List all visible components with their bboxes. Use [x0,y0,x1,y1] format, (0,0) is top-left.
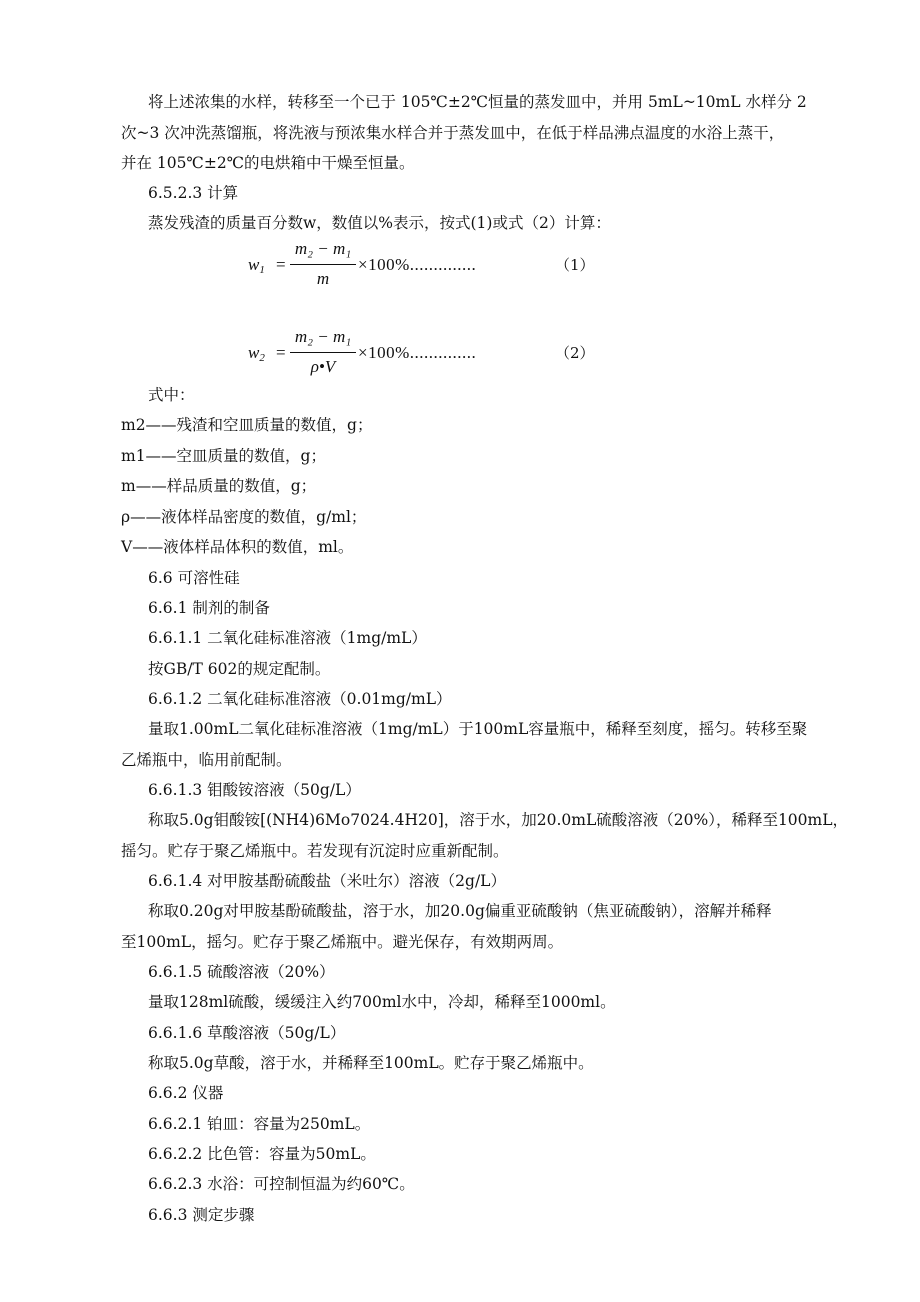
paragraph-line: 量取1.00mL二氧化硅标准溶液（1mg/mL）于100mL容量瓶中，稀释至刻度，摇匀。转移至聚 [148,720,808,738]
section-heading: 6.6.1 制剂的制备 [148,599,270,617]
section-heading: 6.6.1.6 草酸溶液（50g/L） [148,1024,346,1042]
fraction-numerator: m₂ − m₁ [294,239,352,258]
legend-item: m2——残渣和空皿质量的数值，g； [121,416,373,434]
paragraph-line: 量取128ml硫酸，缓缓注入约700ml水中，冷却，稀释至1000ml。 [148,993,616,1011]
section-heading: 6.6.1.1 二氧化硅标准溶液（1mg/mL） [148,629,427,647]
formula-number: （2） [555,344,595,362]
paragraph-line: 蒸发残渣的质量百分数w，数值以%表示，按式(1)或式（2）计算： [148,214,611,232]
paragraph-line: 将上述浓集的水样，转移至一个已于 105℃±2℃恒量的蒸发皿中，并用 5mL~10mL 水样分 2 [148,93,807,111]
fraction-bar [290,352,356,353]
legend-item: m1——空皿质量的数值，g； [121,447,326,465]
paragraph-line: 次~3 次冲洗蒸馏瓶，将洗液与预浓集水样合并于蒸发皿中，在低于样品沸点温度的水浴上蒸干， [121,124,785,142]
section-heading: 6.6.1.2 二氧化硅标准溶液（0.01mg/mL） [148,690,452,708]
fraction [290,326,356,378]
equals-sign: = [276,343,286,362]
paragraph-line: 并在 105℃±2℃的电烘箱中干燥至恒量。 [121,154,415,172]
formula-tail: ×100%.............. [358,343,477,362]
fraction [290,238,356,290]
fraction-bar [290,264,356,265]
equals-sign: = [276,255,286,274]
legend-item: ρ——液体样品密度的数值，g/ml； [121,508,367,526]
section-heading: 6.5.2.3 计算 [148,184,239,202]
paragraph-line: 称取0.20g对甲胺基酚硫酸盐，溶于水，加20.0g偏重亚硫酸钠（焦亚硫酸钠），溶解并稀释 [148,902,772,920]
formula-lhs: $w_2$ [248,343,265,364]
section-heading: 6.6.2.1 铂皿：容量为250mL。 [148,1115,371,1133]
section-heading: 6.6.2 仪器 [148,1084,224,1102]
fraction-numerator: m₂ − m₁ [294,327,352,346]
paragraph-line: 至100mL，摇匀。贮存于聚乙烯瓶中。避光保存，有效期两周。 [121,933,564,951]
section-heading: 6.6.1.3 钼酸铵溶液（50g/L） [148,781,361,799]
legend-item: m——样品质量的数值，g； [121,477,317,495]
formula-number: （1） [555,256,595,274]
section-heading: 6.6.1.4 对甲胺基酚硫酸盐（米吐尔）溶液（2g/L） [148,872,506,890]
section-heading: 6.6.1.5 硫酸溶液（20%） [148,963,335,981]
section-heading: 6.6.3 测定步骤 [148,1206,255,1224]
formula-lhs: $w_1$ [248,255,265,276]
legend-title: 式中： [148,386,195,404]
fraction-denominator: m [316,269,330,288]
section-heading: 6.6 可溶性硅 [148,569,240,587]
formula-tail: ×100%.............. [358,255,477,274]
paragraph-line: 称取5.0g草酸，溶于水，并稀释至100mL。贮存于聚乙烯瓶中。 [148,1054,594,1072]
fraction-denominator: ρ•V [310,357,336,376]
section-heading: 6.6.2.2 比色管：容量为50mL。 [148,1145,376,1163]
paragraph-line: 摇匀。贮存于聚乙烯瓶中。若发现有沉淀时应重新配制。 [121,842,509,860]
section-heading: 6.6.2.3 水浴：可控制恒温为约60℃。 [148,1175,415,1193]
paragraph-line: 称取5.0g钼酸铵[(NH4)6Mo7024.4H20]，溶于水，加20.0mL硫酸溶液（20%），稀释至100mL， [148,811,849,829]
paragraph-line: 乙烯瓶中，临用前配制。 [121,751,292,769]
legend-item: V——液体样品体积的数值，ml。 [121,538,354,556]
paragraph-line: 按GB/T 602的规定配制。 [148,660,331,678]
